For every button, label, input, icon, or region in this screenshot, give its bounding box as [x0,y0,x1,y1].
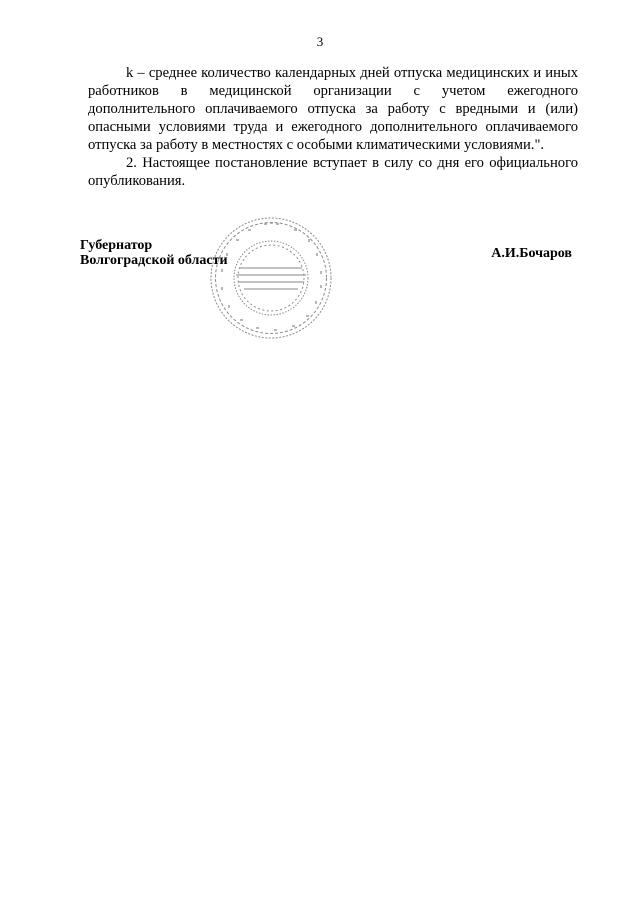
page-number: 3 [316,34,324,49]
signer-title-line-2: Волгоградской области [80,253,228,268]
signature-block [80,236,580,336]
signer-title-line-1: Губернатор [80,238,153,253]
document-body [88,64,578,190]
signer-title [80,238,228,268]
paragraph-effective-date: 2. Настоящее постановление вступает в силу со дня его официального опубликования. [88,155,578,189]
paragraph-coefficient-k: k – среднее количество календарных дней отпуска медицинских и иных работников в медицинской организации с учетом ежегодного дополнительного оплачиваемого отпуска за работу с вредными и (или) опасными условиями труда и ежегодного дополнительного оплачиваемого отпуска за работу в местностях с особыми климатическими условиями.". [88,65,578,153]
signer-name: А.И.Бочаров [491,246,572,261]
